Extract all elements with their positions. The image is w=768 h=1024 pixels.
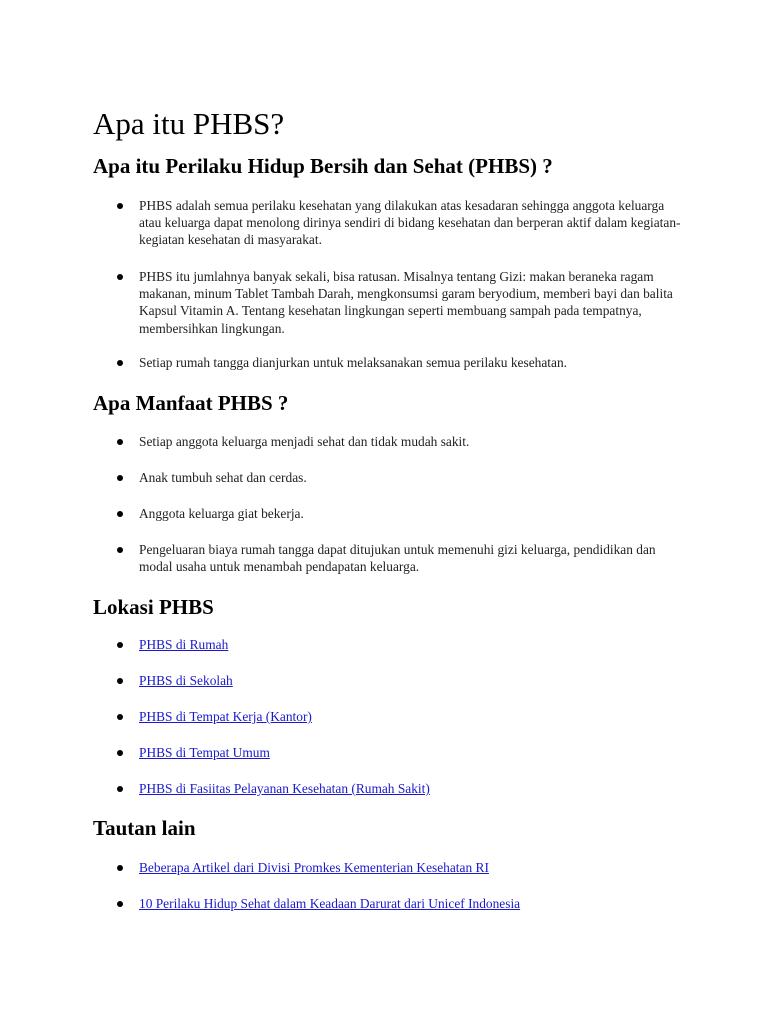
bullet-icon [117, 511, 123, 517]
list-item-text: PHBS adalah semua perilaku kesehatan yang dilakukan atas kesadaran sehingga anggota keluarga atau keluarga dapat menolong dirinya sendiri di bidang kesehatan dan berperan aktif dalam kegiatan-kegiatan kesehatan di masyarakat. [139, 198, 681, 248]
bullet-icon [117, 901, 123, 907]
bullet-icon [117, 750, 123, 756]
list-item [139, 744, 684, 761]
list-item [139, 895, 684, 912]
bullet-icon [117, 360, 123, 366]
bullet-icon [117, 203, 123, 209]
bullet-icon [117, 678, 123, 684]
list-item [139, 636, 684, 653]
bullet-icon [117, 274, 123, 280]
page-title: Apa itu PHBS? [93, 106, 285, 141]
list-item [139, 672, 684, 689]
list-item [139, 708, 684, 725]
list-item [139, 268, 684, 337]
bullet-icon [117, 475, 123, 481]
list-item-text: Setiap anggota keluarga menjadi sehat dan tidak mudah sakit. [139, 434, 470, 449]
list-item [139, 780, 684, 797]
bullet-icon [117, 786, 123, 792]
link-promkes-articles[interactable]: Beberapa Artikel dari Divisi Promkes Kementerian Kesehatan RI [139, 860, 489, 875]
link-phbs-tempat-umum[interactable]: PHBS di Tempat Umum [139, 745, 270, 760]
list-item-text: PHBS itu jumlahnya banyak sekali, bisa ratusan. Misalnya tentang Gizi: makan beraneka ragam makanan, minum Tablet Tambah Darah, mengkonsumsi garam beryodium, memberi bayi dan balita Kapsul Vitamin A. Tentang kesehatan lingkungan seperti membuang sampah pada tempatnya, membersihkan lingkungan. [139, 269, 673, 336]
link-phbs-fasilitas-kesehatan[interactable]: PHBS di Fasiitas Pelayanan Kesehatan (Rumah Sakit) [139, 781, 430, 796]
bullet-icon [117, 547, 123, 553]
list-item-text: Anggota keluarga giat bekerja. [139, 506, 304, 521]
bullet-icon [117, 865, 123, 871]
list-item [139, 505, 684, 522]
list-item [139, 354, 684, 371]
link-phbs-tempat-kerja[interactable]: PHBS di Tempat Kerja (Kantor) [139, 709, 312, 724]
link-phbs-sekolah[interactable]: PHBS di Sekolah [139, 673, 233, 688]
list-item [139, 469, 684, 486]
list-item [139, 859, 684, 876]
bullet-icon [117, 439, 123, 445]
list-item [139, 197, 684, 249]
list-item-text: Anak tumbuh sehat dan cerdas. [139, 470, 307, 485]
section-heading-locations: Lokasi PHBS [93, 595, 214, 619]
list-item-text: Pengeluaran biaya rumah tangga dapat ditujukan untuk memenuhi gizi keluarga, pendidikan dan modal usaha untuk menambah pendapatan keluarga. [139, 542, 656, 575]
section-heading-what-is-phbs: Apa itu Perilaku Hidup Bersih dan Sehat (PHBS) ? [93, 154, 553, 178]
link-unicef-emergency[interactable]: 10 Perilaku Hidup Sehat dalam Keadaan Darurat dari Unicef Indonesia [139, 896, 521, 911]
bullet-icon [117, 642, 123, 648]
list-item-text: Setiap rumah tangga dianjurkan untuk melaksanakan semua perilaku kesehatan. [139, 355, 567, 370]
section-heading-benefits: Apa Manfaat PHBS ? [93, 391, 289, 415]
list-item [139, 433, 684, 450]
link-phbs-rumah[interactable]: PHBS di Rumah [139, 637, 229, 652]
list-item [139, 541, 684, 575]
section-heading-other-links: Tautan lain [93, 816, 196, 840]
bullet-icon [117, 714, 123, 720]
